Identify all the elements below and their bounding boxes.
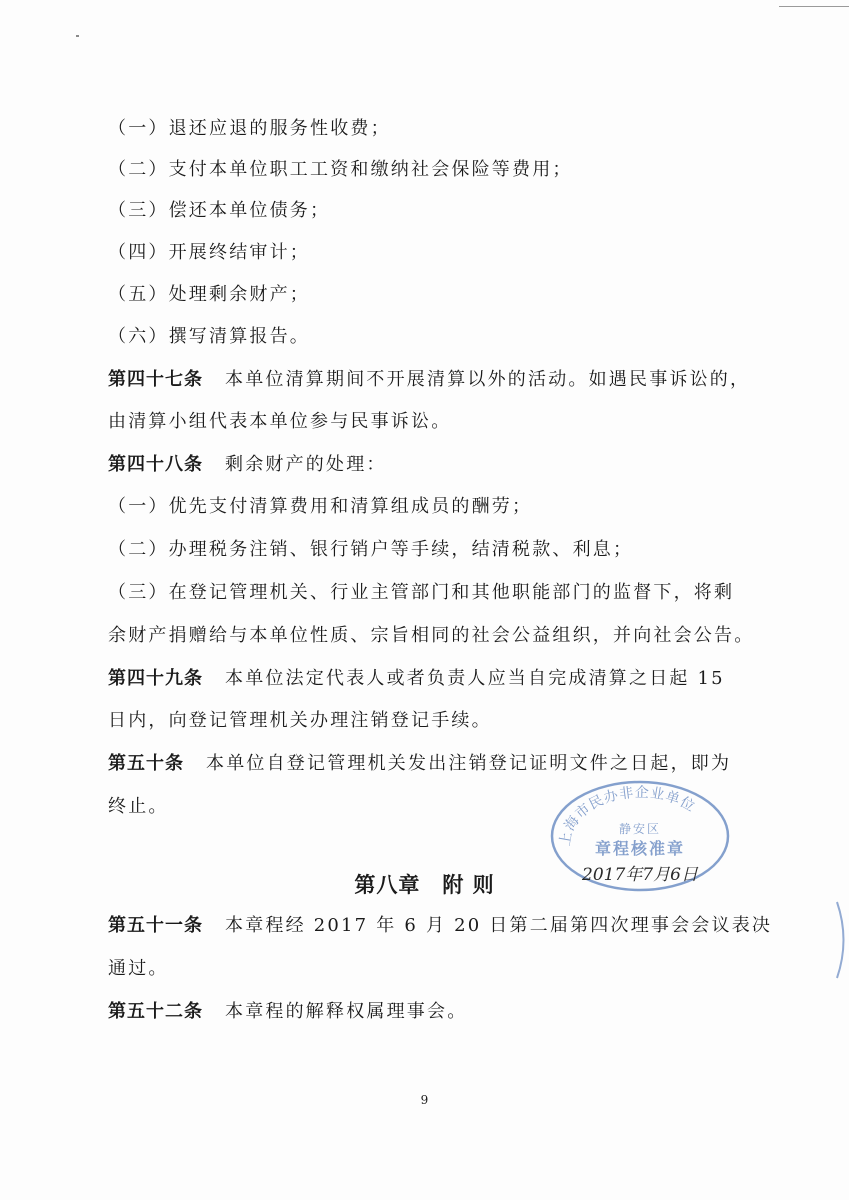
article-51 [108,914,772,938]
list-item-continuation: 余财产捐赠给与本单位性质、宗旨相同的社会公益组织，并向社会公告。 [108,625,755,646]
article-text: 本章程经 2017 年 6 月 20 日第二届第四次理事会会议表决 [225,915,773,936]
article-number: 第五十条 [108,753,184,774]
article-49-continuation: 日内，向登记管理机关办理注销登记手续。 [108,710,492,731]
list-item: （二）办理税务注销、银行销户等手续，结清税款、利息； [108,539,634,560]
article-text: 本单位清算期间不开展清算以外的活动。如遇民事诉讼的， [225,369,751,390]
list-item: （六）撰写清算报告。 [108,326,310,347]
article-50 [108,752,731,776]
scan-edge-arc [834,900,849,980]
article-number: 第五十一条 [108,915,203,936]
article-51-continuation: 通过。 [108,958,169,979]
article-text: 本章程的解释权属理事会。 [225,1001,468,1022]
article-48 [108,453,387,477]
article-number: 第五十二条 [108,1001,203,1022]
article-number: 第四十九条 [108,668,203,689]
list-item: （四）开展终结审计； [108,242,310,263]
article-47-continuation: 由清算小组代表本单位参与民事诉讼。 [108,411,452,432]
list-item: （一）优先支付清算费用和清算组成员的酬劳； [108,496,533,517]
approval-seal-stamp [545,776,735,896]
article-50-continuation: 终止。 [108,796,169,817]
article-49 [108,667,725,691]
page-number: 9 [420,1093,429,1107]
article-number: 第四十七条 [108,369,203,390]
article-number: 第四十八条 [108,454,203,475]
list-item: （五）处理剩余财产； [108,284,310,305]
scan-edge-line [779,6,849,7]
article-text: 本单位法定代表人或者负责人应当自完成清算之日起 15 [225,668,725,689]
seal-district: 静安区 [618,822,662,836]
list-item: （一）退还应退的服务性收费； [108,118,391,139]
article-47 [108,368,750,392]
chapter-title: 附 则 [442,872,495,897]
article-52 [108,1000,467,1024]
list-item: （三）偿还本单位债务； [108,200,331,221]
seal-label: 章程核准章 [594,839,686,858]
list-item: （三）在登记管理机关、行业主管部门和其他职能部门的监督下，将剩 [108,582,735,603]
article-text: 剩余财产的处理： [225,454,387,475]
scan-speck [76,35,79,37]
article-text: 本单位自登记管理机关发出注销登记证明文件之日起，即为 [206,753,732,774]
seal-handwritten-date: 2017年7月6日 [582,865,698,885]
list-item: （二）支付本单位职工工资和缴纳社会保险等费用； [108,159,573,180]
chapter-number: 第八章 [354,872,421,897]
seal-ring-text: 上海市民办非企业单位 [557,784,698,848]
